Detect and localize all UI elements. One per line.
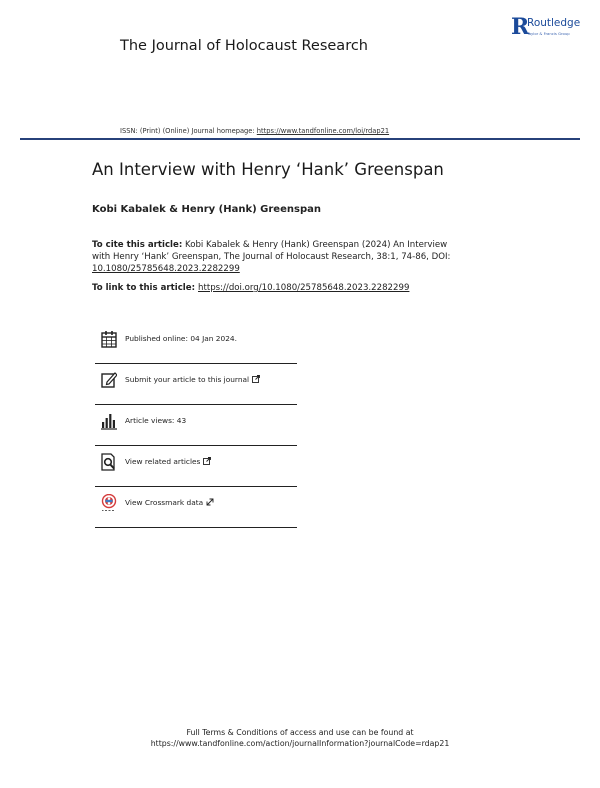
related-search-icon <box>101 453 117 471</box>
external-link-icon <box>206 498 214 506</box>
calendar-icon <box>101 330 117 348</box>
article-link-line <box>92 283 409 293</box>
crossmark-item[interactable] <box>95 487 297 528</box>
logo-name: Routledge <box>527 17 581 29</box>
article-info-list <box>95 323 297 528</box>
routledge-r-icon: R <box>511 14 530 40</box>
doi-link[interactable]: 10.1080/25785648.2023.2282299 <box>92 264 240 274</box>
cite-label: To cite this article: <box>92 240 183 250</box>
external-link-icon <box>252 375 260 383</box>
citation <box>92 239 462 275</box>
published-item <box>95 323 297 364</box>
article-url-link[interactable]: https://doi.org/10.1080/25785648.2023.2282299 <box>198 283 410 293</box>
crossmark-label[interactable]: View Crossmark data <box>125 498 204 507</box>
article-authors: Kobi Kabalek & Henry (Hank) Greenspan <box>92 204 321 215</box>
article-views-item <box>95 405 297 446</box>
crossmark-icon <box>101 494 117 512</box>
footer <box>0 727 600 749</box>
published-label: Published online: 04 Jan 2024. <box>125 334 237 343</box>
issn-prefix: ISSN: (Print) (Online) Journal homepage: <box>120 127 257 135</box>
routledge-logo[interactable] <box>511 16 600 42</box>
external-link-icon <box>203 457 211 465</box>
link-label: To link to this article: <box>92 283 199 293</box>
footer-url[interactable]: https://www.tandfonline.com/action/journalInformation?journalCode=rdap21 <box>150 739 450 748</box>
cite-text: Kobi Kabalek & Henry (Hank) Greenspan (2024) An Interview with Henry ‘Hank’ Greenspan, The Journal of Holocaust Research, 38:1, 74-86, DOI: <box>92 240 451 262</box>
article-views-label: Article views: 43 <box>125 416 187 425</box>
footer-terms: Full Terms & Conditions of access and use can be found at <box>186 728 414 737</box>
related-articles-label[interactable]: View related articles <box>125 457 201 466</box>
issn-line <box>120 127 389 135</box>
edit-icon <box>101 371 117 389</box>
submit-article-item[interactable] <box>95 364 297 405</box>
journal-homepage-link[interactable]: https://www.tandfonline.com/loi/rdap21 <box>256 127 390 135</box>
logo-tagline: Taylor & Francis Group <box>527 31 570 36</box>
related-articles-item[interactable] <box>95 446 297 487</box>
header-divider <box>20 138 580 140</box>
bar-chart-icon <box>101 412 117 430</box>
submit-article-label[interactable]: Submit your article to this journal <box>125 375 250 384</box>
journal-title: The Journal of Holocaust Research <box>120 38 369 54</box>
article-title: An Interview with Henry ‘Hank’ Greenspan <box>92 160 444 179</box>
